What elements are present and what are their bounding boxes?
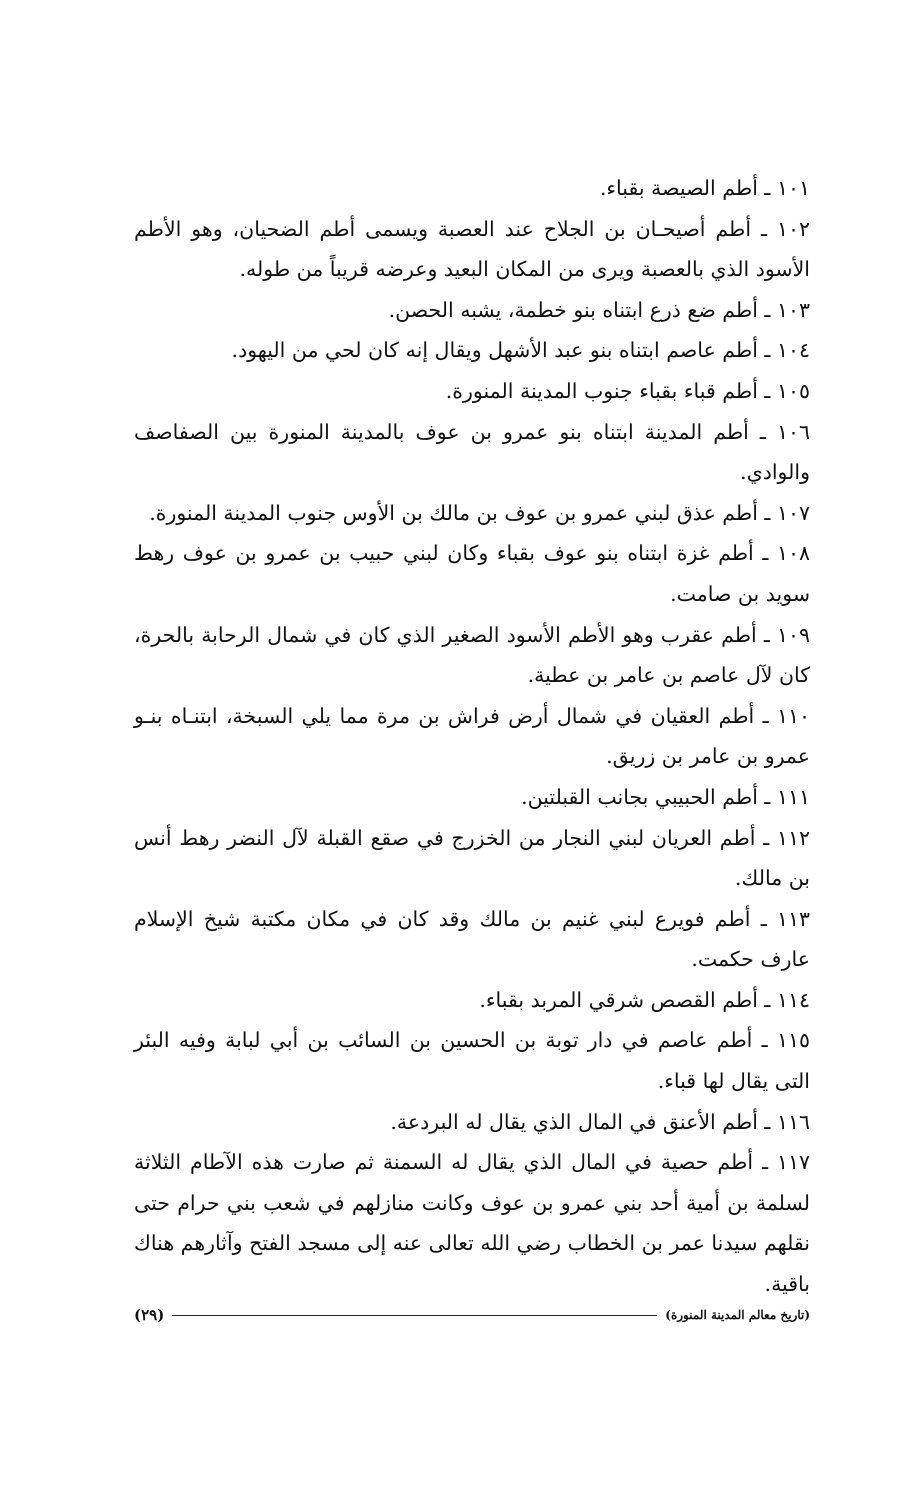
entry-102: ١٠٢ ـ أطم أصيحـان بن الجلاح عند العصبة ويسمى أطم الضحيان، وهو الأطم الأسود الذي بالعصبة ويرى من المكان البعيد وعرضه قريباً من طوله. bbox=[134, 216, 810, 282]
entry-115: ١١٥ ـ أطم عاصم في دار توبة بن الحسين بن السائب بن أبي لبابة وفيه البئر التى يقال لها قباء. bbox=[134, 1028, 810, 1094]
entries-list bbox=[134, 168, 810, 1305]
entry-112: ١١٢ ـ أطم العريان لبني النجار من الخزرج في صقع القبلة لآل النضر رهط أنس بن مالك. bbox=[134, 825, 810, 891]
footer-book-title: (تاريخ معالم المدينة المنورة) bbox=[665, 1308, 810, 1322]
footer-page-number: (٢٩) bbox=[134, 1306, 165, 1324]
entry-107: ١٠٧ ـ أطم عذق لبني عمرو بن عوف بن مالك بن الأوس جنوب المدينة المنورة. bbox=[149, 500, 810, 525]
entry-114: ١١٤ ـ أطم القصص شرقي المربد بقباء. bbox=[479, 987, 810, 1012]
entry-116: ١١٦ ـ أطم الأعنق في المال الذي يقال له البردعة. bbox=[390, 1109, 810, 1134]
footer-divider bbox=[172, 1315, 657, 1316]
entry-110: ١١٠ ـ أطم العقيان في شمال أرض فراش بن مرة مما يلي السبخة، ابتنـاه بنـو عمرو بن عامر بن زريق. bbox=[134, 703, 810, 769]
entry-108: ١٠٨ ـ أطم غزة ابتناه بنو عوف بقباء وكان لبني حبيب بن عمرو بن عوف رهط سويد بن صامت. bbox=[134, 541, 810, 606]
entry-103: ١٠٣ ـ أطم ضع ذرع ابتناه بنو خطمة، يشبه الحصن. bbox=[388, 297, 810, 322]
entry-106: ١٠٦ ـ أطم المدينة ابتناه بنو عمرو بن عوف بالمدينة المنورة بين الصفاصف والوادي. bbox=[134, 419, 810, 485]
page-footer bbox=[134, 1302, 810, 1328]
entry-113: ١١٣ ـ أطم فويرع لبني غنيم بن مالك وقد كان في مكان مكتبة شيخ الإسلام عارف حكمت. bbox=[134, 906, 810, 972]
entry-101: ١٠١ ـ أطم الصيصة بقباء. bbox=[599, 176, 810, 200]
entry-104: ١٠٤ ـ أطم عاصم ابتناه بنو عبد الأشهل ويقال إنه كان لحي من اليهود. bbox=[231, 338, 810, 363]
entry-105: ١٠٥ ـ أطم قباء بقباء جنوب المدينة المنورة. bbox=[445, 378, 810, 403]
entry-117: ١١٧ ـ أطم حصية في المال الذي يقال له السمنة ثم صارت هذه الآطام الثلاثة لسلمة بن أمية أحد بني عمرو بن عوف وكانت منازلهم في شعب بني حرام حتى نقلهم سيدنا عمر بن الخطاب رضي الله تعالى عنه إلى مسجد الفتح وآثارهم هناك باقية. bbox=[134, 1150, 810, 1297]
entry-109: ١٠٩ ـ أطم عقرب وهو الأطم الأسود الصغير الذي كان في شمال الرحابة بالحرة، كان لآل عاصم بن عامر بن عطية. bbox=[134, 622, 810, 688]
entry-111: ١١١ ـ أطم الحبيبي بجانب القبلتين. bbox=[521, 784, 810, 809]
